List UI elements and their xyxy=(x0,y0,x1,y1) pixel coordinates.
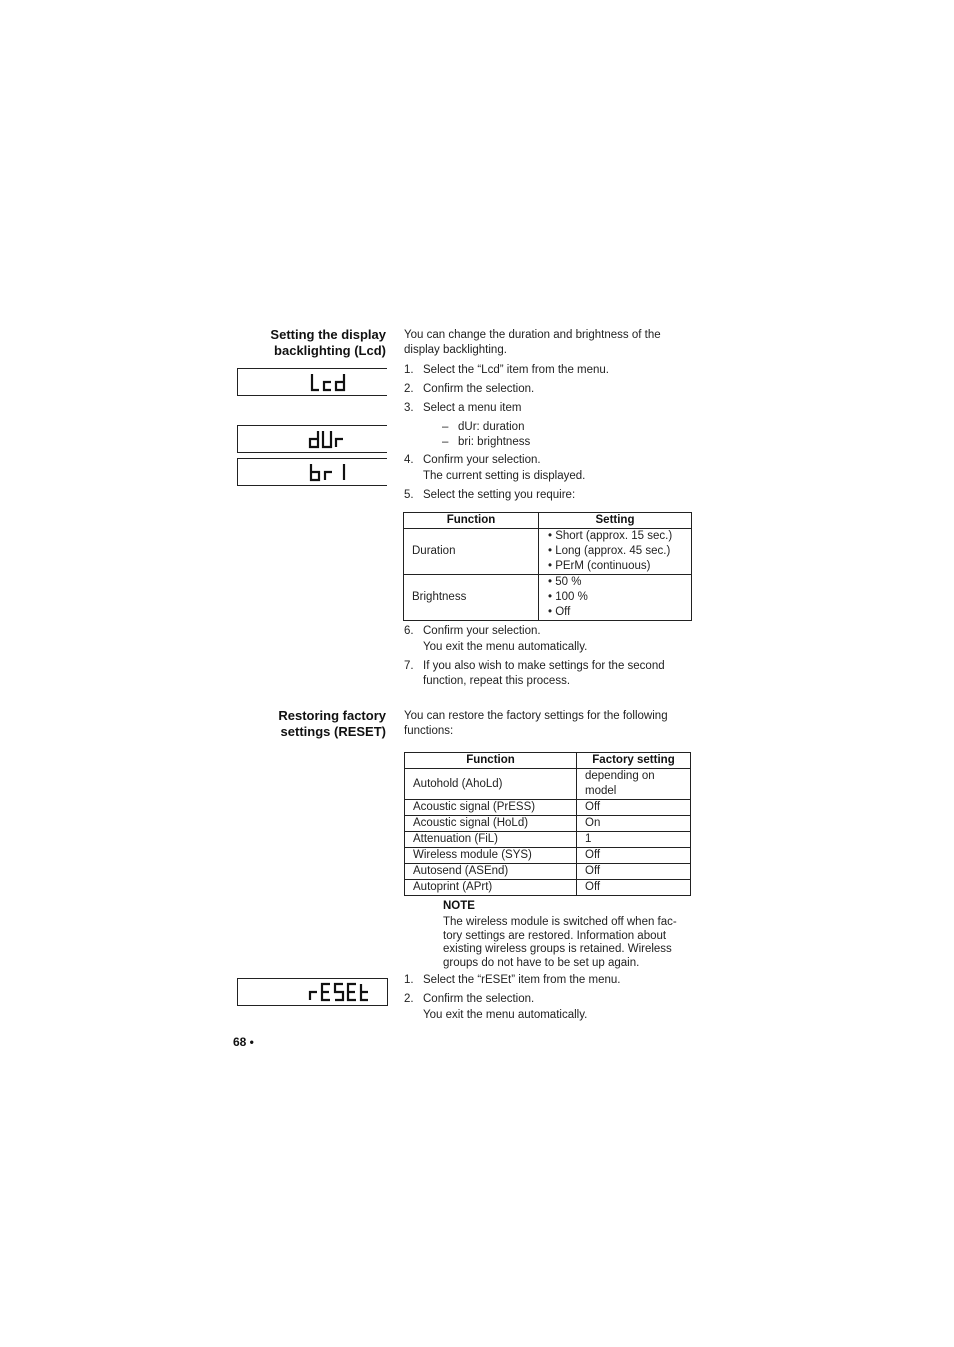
step-subline: You exit the menu automatically. xyxy=(423,640,588,653)
segment-display-bri xyxy=(238,459,386,485)
step-subline: function, repeat this process. xyxy=(423,674,571,687)
step-number: 1. xyxy=(404,974,414,986)
step-subline: The current setting is displayed. xyxy=(423,469,586,482)
backlight-settings-table xyxy=(403,512,692,621)
intro-line: display backlighting. xyxy=(404,343,507,356)
menu-item-text: dUr: duration xyxy=(458,421,525,433)
table-row xyxy=(405,848,691,864)
section-heading-reset xyxy=(200,708,386,740)
step-line: Confirm the selection. xyxy=(423,993,535,1005)
dash-bullet: – xyxy=(442,436,449,448)
dash-bullet: – xyxy=(442,421,449,433)
table-cell: Off xyxy=(577,800,691,816)
table-header-row xyxy=(404,513,692,529)
table-row xyxy=(405,864,691,880)
step-number: 1. xyxy=(404,364,414,376)
step-number: 5. xyxy=(404,489,414,501)
step-text xyxy=(423,659,693,688)
table-cell: On xyxy=(577,816,691,832)
table-row xyxy=(405,880,691,896)
table-header: Factory setting xyxy=(577,753,691,769)
lcd-display-bri xyxy=(237,458,387,486)
setting-option: • Short (approx. 15 sec.) xyxy=(548,530,673,542)
cell-line: model xyxy=(585,785,617,797)
step-subline: You exit the menu automatically. xyxy=(423,1008,588,1021)
step-text: Select the setting you require: xyxy=(423,489,576,501)
step-text xyxy=(423,624,693,655)
table-cell: Autosend (ASEnd) xyxy=(405,864,577,880)
note-line: The wireless module is switched off when fac- xyxy=(443,916,677,928)
table-row xyxy=(404,529,692,575)
step-number: 6. xyxy=(404,625,414,637)
note-text xyxy=(443,916,687,970)
table-row xyxy=(405,800,691,816)
table-header: Setting xyxy=(539,513,692,529)
note-title: NOTE xyxy=(443,900,475,912)
table-cell xyxy=(577,769,691,800)
note-line: groups do not have to be set up again. xyxy=(443,956,640,969)
table-cell: 1 xyxy=(577,832,691,848)
table-cell: Brightness xyxy=(404,575,539,621)
table-cell xyxy=(539,529,692,575)
table-cell: Attenuation (FiL) xyxy=(405,832,577,848)
heading-line: Restoring factory xyxy=(278,708,386,723)
step-text: Select the “Lcd” item from the menu. xyxy=(423,364,609,376)
table-row xyxy=(404,575,692,621)
setting-option: • Long (approx. 45 sec.) xyxy=(548,545,671,557)
step-number: 4. xyxy=(404,454,414,466)
step-number: 2. xyxy=(404,383,414,395)
menu-item-text: bri: brightness xyxy=(458,436,531,448)
step-line: Confirm your selection. xyxy=(423,454,541,466)
lcd-display-dur xyxy=(237,425,387,453)
table-row xyxy=(405,769,691,800)
table-row xyxy=(405,816,691,832)
segment-display-dur xyxy=(238,426,386,452)
factory-settings-table xyxy=(404,752,691,896)
table-cell: Acoustic signal (HoLd) xyxy=(405,816,577,832)
table-cell: Duration xyxy=(404,529,539,575)
cell-line: depending on xyxy=(585,770,655,782)
section-heading-lcd xyxy=(200,327,386,359)
intro-line: functions: xyxy=(404,724,454,737)
menu-item-bri xyxy=(442,435,530,450)
table-cell: Off xyxy=(577,880,691,896)
segment-display-lcd xyxy=(238,369,386,395)
intro-paragraph-lcd xyxy=(404,328,694,357)
step-text: Confirm the selection. xyxy=(423,383,535,395)
lcd-display-reset xyxy=(237,978,388,1006)
setting-option: • Off xyxy=(548,606,571,618)
step-line: Confirm your selection. xyxy=(423,625,541,637)
table-header-row xyxy=(405,753,691,769)
table-row xyxy=(405,832,691,848)
table-cell: Off xyxy=(577,864,691,880)
step-number: 2. xyxy=(404,993,414,1005)
segment-display-reset xyxy=(238,979,386,1005)
lcd-display-lcd xyxy=(237,368,387,396)
setting-option: • PErM (continuous) xyxy=(548,560,651,572)
intro-line: You can change the duration and brightness of the xyxy=(404,329,661,341)
intro-line: You can restore the factory settings for the following xyxy=(404,710,668,722)
step-number: 3. xyxy=(404,402,414,414)
table-cell: Wireless module (SYS) xyxy=(405,848,577,864)
step-line: If you also wish to make settings for the second xyxy=(423,660,665,672)
step-text xyxy=(423,992,693,1023)
menu-item-dur xyxy=(442,420,524,435)
table-cell: Off xyxy=(577,848,691,864)
step-number: 7. xyxy=(404,660,414,672)
table-cell: Autohold (AhoLd) xyxy=(405,769,577,800)
page-number: 68 • xyxy=(233,1035,254,1049)
table-cell xyxy=(539,575,692,621)
heading-line: settings (RESET) xyxy=(280,724,386,739)
intro-paragraph-reset xyxy=(404,709,694,738)
note-line: tory settings are restored. Information about xyxy=(443,929,667,942)
table-cell: Acoustic signal (PrESS) xyxy=(405,800,577,816)
step-text: Select a menu item xyxy=(423,402,522,414)
heading-line: Setting the display xyxy=(270,327,386,342)
table-header: Function xyxy=(404,513,539,529)
step-text xyxy=(423,453,693,484)
heading-line: backlighting (Lcd) xyxy=(274,343,386,358)
table-cell: Autoprint (APrt) xyxy=(405,880,577,896)
setting-option: • 50 % xyxy=(548,576,582,588)
step-text: Select the “rESEt” item from the menu. xyxy=(423,974,621,986)
setting-option: • 100 % xyxy=(548,591,588,603)
note-line: existing wireless groups is retained. Wireless xyxy=(443,943,672,955)
table-header: Function xyxy=(405,753,577,769)
